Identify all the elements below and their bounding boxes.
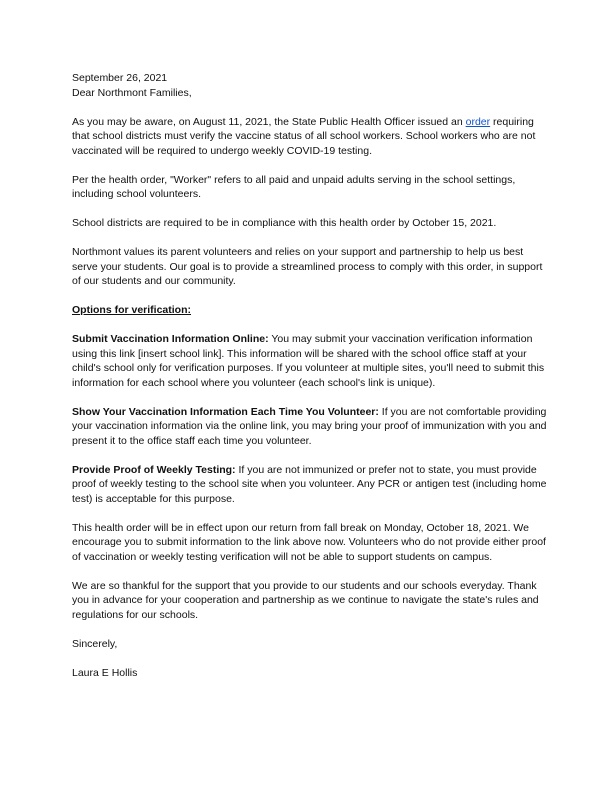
letter-signature: Laura E Hollis — [72, 666, 138, 679]
option-weekly-testing — [72, 463, 550, 507]
paragraph-volunteers: Northmont values its parent volunteers and relies on your support and partnership to help us best serve your students. Our goal is to provide a streamlined process to comply with this order, in support of our students and our community. — [72, 246, 543, 287]
paragraph-health-order-start: As you may be aware, on August 11, 2021, the State Public Health Officer issued an — [72, 115, 466, 128]
letter-date: September 26, 2021 — [72, 72, 168, 84]
option-submit-online — [72, 332, 550, 390]
paragraph-compliance-date: School districts are required to be in compliance with this health order by October 15, 2021. — [72, 217, 497, 229]
order-link[interactable]: order — [465, 115, 491, 128]
option-show-each-time-text: If you are not comfortable providing your vaccination information via the online link, you may bring your proof of immunization with you and present it to the office staff each time you volunteer. — [72, 405, 547, 447]
option-show-each-time-title: Show Your Vaccination Information Each Time You Volunteer: — [72, 405, 379, 418]
letter-salutation: Dear Northmont Families, — [72, 86, 192, 99]
option-weekly-testing-text: If you are not immunized or prefer not to state, you must provide proof of weekly testing to the school site when you volunteer. Any PCR or antigen test (including home test) is acceptable for this purpose. — [72, 463, 547, 505]
paragraph-thanks: We are so thankful for the support that you provide to our students and our schools everyday. Thank you in advance for your cooperation and partnership as we continue to navigate the state's rules and regulations for our schools. — [72, 579, 539, 621]
paragraph-health-order — [72, 115, 550, 159]
letter-body — [72, 71, 550, 680]
option-weekly-testing-title: Provide Proof of Weekly Testing: — [72, 463, 236, 476]
option-show-each-time — [72, 405, 550, 449]
letter-closing: Sincerely, — [72, 637, 118, 650]
option-submit-online-title: Submit Vaccination Information Online: — [72, 333, 269, 345]
options-heading: Options for verification: — [72, 304, 192, 316]
paragraph-effective-date: This health order will be in effect upon our return from fall break on Monday, October 18, 2021. We encourage you to submit information to the link above now. Volunteers who do not provide either proof of vaccination or weekly testing verification will not be able to support students on campus. — [72, 521, 546, 563]
paragraph-worker-definition: Per the health order, "Worker" refers to all paid and unpaid adults serving in the school settings, including school volunteers. — [72, 173, 516, 200]
option-submit-online-text: You may submit your vaccination verification information using this link [insert school link]. This information will be shared with the school office staff at your child's school only for verification purposes. If you volunteer at multiple sites, you'll need to submit this information for each school where you volunteer (each school's link is unique). — [72, 333, 545, 389]
paragraph-health-order-end: requiring that school districts must verify the vaccine status of all school workers. School workers who are not vaccinated will be required to undergo weekly COVID-19 testing. — [72, 115, 536, 157]
